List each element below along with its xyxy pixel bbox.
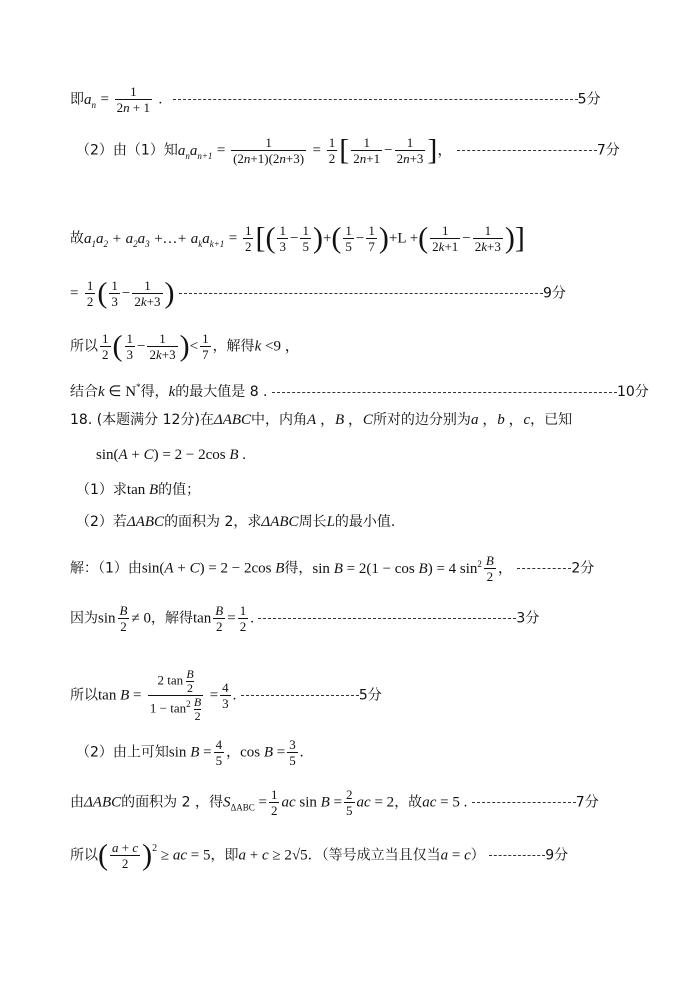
- text: ）: [470, 847, 485, 864]
- text: 结合: [70, 384, 98, 400]
- text: 所以: [70, 338, 98, 355]
- line-7: 18. (本题满分 12分)在ΔABC中，内角A ，B ，C所对的边分别为a ，b ，c，已知: [70, 412, 573, 428]
- dash-leader: [472, 802, 576, 803]
- text: ，: [226, 744, 241, 761]
- text: 中，内角: [251, 412, 308, 428]
- text: 18. (本题满分 12分)在: [70, 412, 214, 428]
- dash-leader: [517, 568, 571, 569]
- dash-leader: [241, 695, 359, 696]
- score: 9分: [545, 847, 569, 864]
- text: 即: [70, 91, 84, 108]
- score: 2分: [571, 560, 595, 577]
- text: 所对的边分别为: [372, 412, 471, 428]
- text: 周长: [298, 514, 327, 530]
- score: 5分: [577, 91, 601, 108]
- text: （1）求: [76, 482, 127, 498]
- fraction-tan: 2 tan $\frac{B}{2}$ $1 - \tan^2$ $\frac{B}{2}$: [149, 667, 202, 723]
- fraction: $\frac{1}{(2n+1)(2n+3)}$: [233, 135, 305, 166]
- text: ，即: [210, 847, 239, 864]
- text: 的最大值是 8 .: [175, 384, 268, 400]
- line-15: 由ΔABC的面积为 2 ，得$S_{\Delta ABC}$ = $\frac{1}{2}$ ac sin B = $\frac{2}{5}$ ac = 2，故ac = 5 . 7分: [70, 787, 599, 818]
- text: 的最小值.: [334, 514, 396, 530]
- text: （2）由（1）知: [76, 142, 178, 159]
- text: ，已知: [530, 412, 573, 428]
- score: 7分: [575, 794, 599, 811]
- text: 所以: [70, 847, 98, 864]
- score: 3分: [516, 610, 540, 627]
- dash-leader: [272, 392, 617, 393]
- text: 得，: [284, 560, 313, 577]
- score: 10分: [616, 384, 649, 400]
- line-11: 解：（1）由sin(A + C) = 2 − 2cos B得，sin B = 2(1 − cos B) = 4 $\sin^2$ $\frac{B}{2}$ ， 2分: [70, 553, 595, 584]
- text: ，故: [394, 794, 423, 811]
- line-9: （1）求tan B的值；: [76, 482, 201, 498]
- text: ．（等号成立当且仅当: [307, 847, 441, 864]
- fraction: $\frac{1}{2n + 1}$: [116, 84, 151, 115]
- line-6: 结合k ∈ N*得，k的最大值是 8 . 10分: [70, 382, 649, 400]
- text: 故: [70, 230, 84, 247]
- text: 的值；: [158, 482, 201, 498]
- text: 因为: [70, 610, 98, 627]
- line-13: 所以tan B = 2 tan $\frac{B}{2}$ $1 - \tan^2$ $\frac{B}{2}$ = $\frac{4}{3}$ . 5分: [70, 667, 382, 723]
- line-3: 故$a_1a_2 + a_2a_3$ +…+ $a_ka_{k+1}$ = $\frac{1}{2}$ [( $\frac{1}{3}$ − $\frac{1}{5}$ )+( $\frac{1}{5}$ − $\frac{1}{7}$ )+L +( $\frac{1}{2k+1}$ − $\frac{1}{2k+3}$ )]: [70, 221, 525, 255]
- text: （2）若: [76, 514, 127, 530]
- score: 9分: [542, 285, 566, 302]
- line-1: 即$a_n$ = $\frac{1}{2n + 1}$ . 5分: [70, 84, 601, 115]
- text: 得，: [140, 384, 169, 400]
- line-12: 因为sin $\frac{B}{2}$ ≠ 0，解得tan $\frac{B}{2}$ = $\frac{1}{2}$ . 3分: [70, 603, 540, 634]
- text: 所以: [70, 687, 98, 704]
- score: 5分: [358, 687, 382, 704]
- text: ，解得: [150, 610, 193, 627]
- line-14: （2）由上可知sin B = $\frac{4}{5}$ ，cos B = $\frac{3}{5}$ .: [76, 737, 304, 768]
- score: 7分: [596, 142, 620, 159]
- text: 的面积为 2 ，得: [121, 794, 223, 811]
- dash-leader: [179, 293, 543, 294]
- dash-leader: [457, 150, 597, 151]
- text: 解：（1）由: [70, 560, 142, 577]
- text: （2）由上可知: [76, 744, 169, 761]
- line-8: sin(A + C) = 2 − 2cos B .: [96, 447, 246, 463]
- line-16: 所以( $\frac{a + c}{2}$ )$^2$ ≥ ac = 5，即a + c ≥ 2√5．（等号成立当且仅当a = c） 9分: [70, 838, 569, 872]
- line-4: = $\frac{1}{2}$ ( $\frac{1}{3}$ − $\frac{1}{2k+3}$ ) 9分: [70, 276, 566, 310]
- dash-leader: [258, 618, 516, 619]
- line-10: （2）若ΔABC的面积为 2，求ΔABC周长L的最小值.: [76, 514, 396, 530]
- text: ，解得: [212, 338, 255, 355]
- text: 的面积为 2，求: [164, 514, 262, 530]
- line-5: 所以 $\frac{1}{2}$ ( $\frac{1}{3}$ − $\frac{1}{2k+3}$ )< $\frac{1}{7}$ ，解得k <9 ，: [70, 329, 300, 363]
- text: 由: [70, 794, 84, 811]
- dash-leader: [489, 855, 545, 856]
- dash-leader: [173, 99, 578, 100]
- line-2: （2）由（1）知$a_na_{n+1}$ = $\frac{1}{(2n+1)(2n+3)}$ = $\frac{1}{2}$ [ $\frac{1}{2n+1}$ − $\frac{1}{2n+3}$ ]， 7分: [76, 133, 620, 167]
